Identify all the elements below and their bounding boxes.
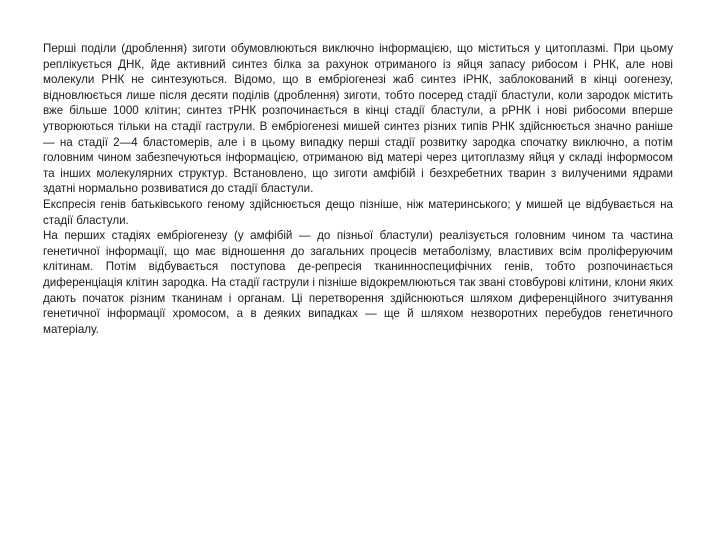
- body-text: [43, 41, 673, 337]
- paragraph-paternal-genome: Експресія генів батьківського геному здійснюється дещо пізніше, ніж материнського; у мишей це відбувається на стадії бластули.: [43, 197, 673, 227]
- paragraph-zygote-division: Перші поділи (дроблення) зиготи обумовлюються виключно інформацією, що міститься у цитоплазмі. При цьому реплікується ДНК, йде активний синтез білка за рахунок отриманого із яйця запасу рибосом і РНК, але нові молекули РНК не синтезуються. Відомо, що в ембріогенезі жаб синтез іРНК, заблокований в кінці оогенезу, відновлюється лише після десяти поділів (дроблення) зиготи, тобто посеред стадії бластули, коли зародок містить вже більше 1000 клітин; синтез тРНК розпочинається в кінці стадії бластули, а рРНК і нові рибосоми вперше утворюються тільки на стадії гаструли. В ембріогенезі мишей синтез різних типів РНК здійснюється значно раніше — на стадії 2—4 бластомерів, але і в цьому випадку перші стадії розвитку зародка спочатку виключно, а потім головним чином забезпечуються інформацією, отриманою від матері через цитоплазму яйця у складі інформосом та інших молекулярних структур. Встановлено, що зиготи амфібій і безхребетних тварин з вилученими ядрами здатні нормально розвиватися до стадії бластули.: [43, 42, 673, 196]
- paragraph-embryogenesis-stages: На перших стадіях ембріогенезу (у амфібій — до пізньої бластули) реалізується головним чином та частина генетичної інформації, що має відношення до загальних процесів метаболізму, властивих всім проліферуючим клітинам. Потім відбувається поступова де-репресія тканинноспецифічних генів, тобто розпочинається диференціація клітин зародка. На стадії гаструли і пізніше відокремлюються так звані стовбурові клітини, клони яких дають початок різним тканинам і органам. Ці перетворення здійснюються шляхом диференційного зчитування генетичної інформації хромосом, а в деяких випадках — ще й шляхом незворотних перебудов генетичного матеріалу.: [43, 229, 673, 336]
